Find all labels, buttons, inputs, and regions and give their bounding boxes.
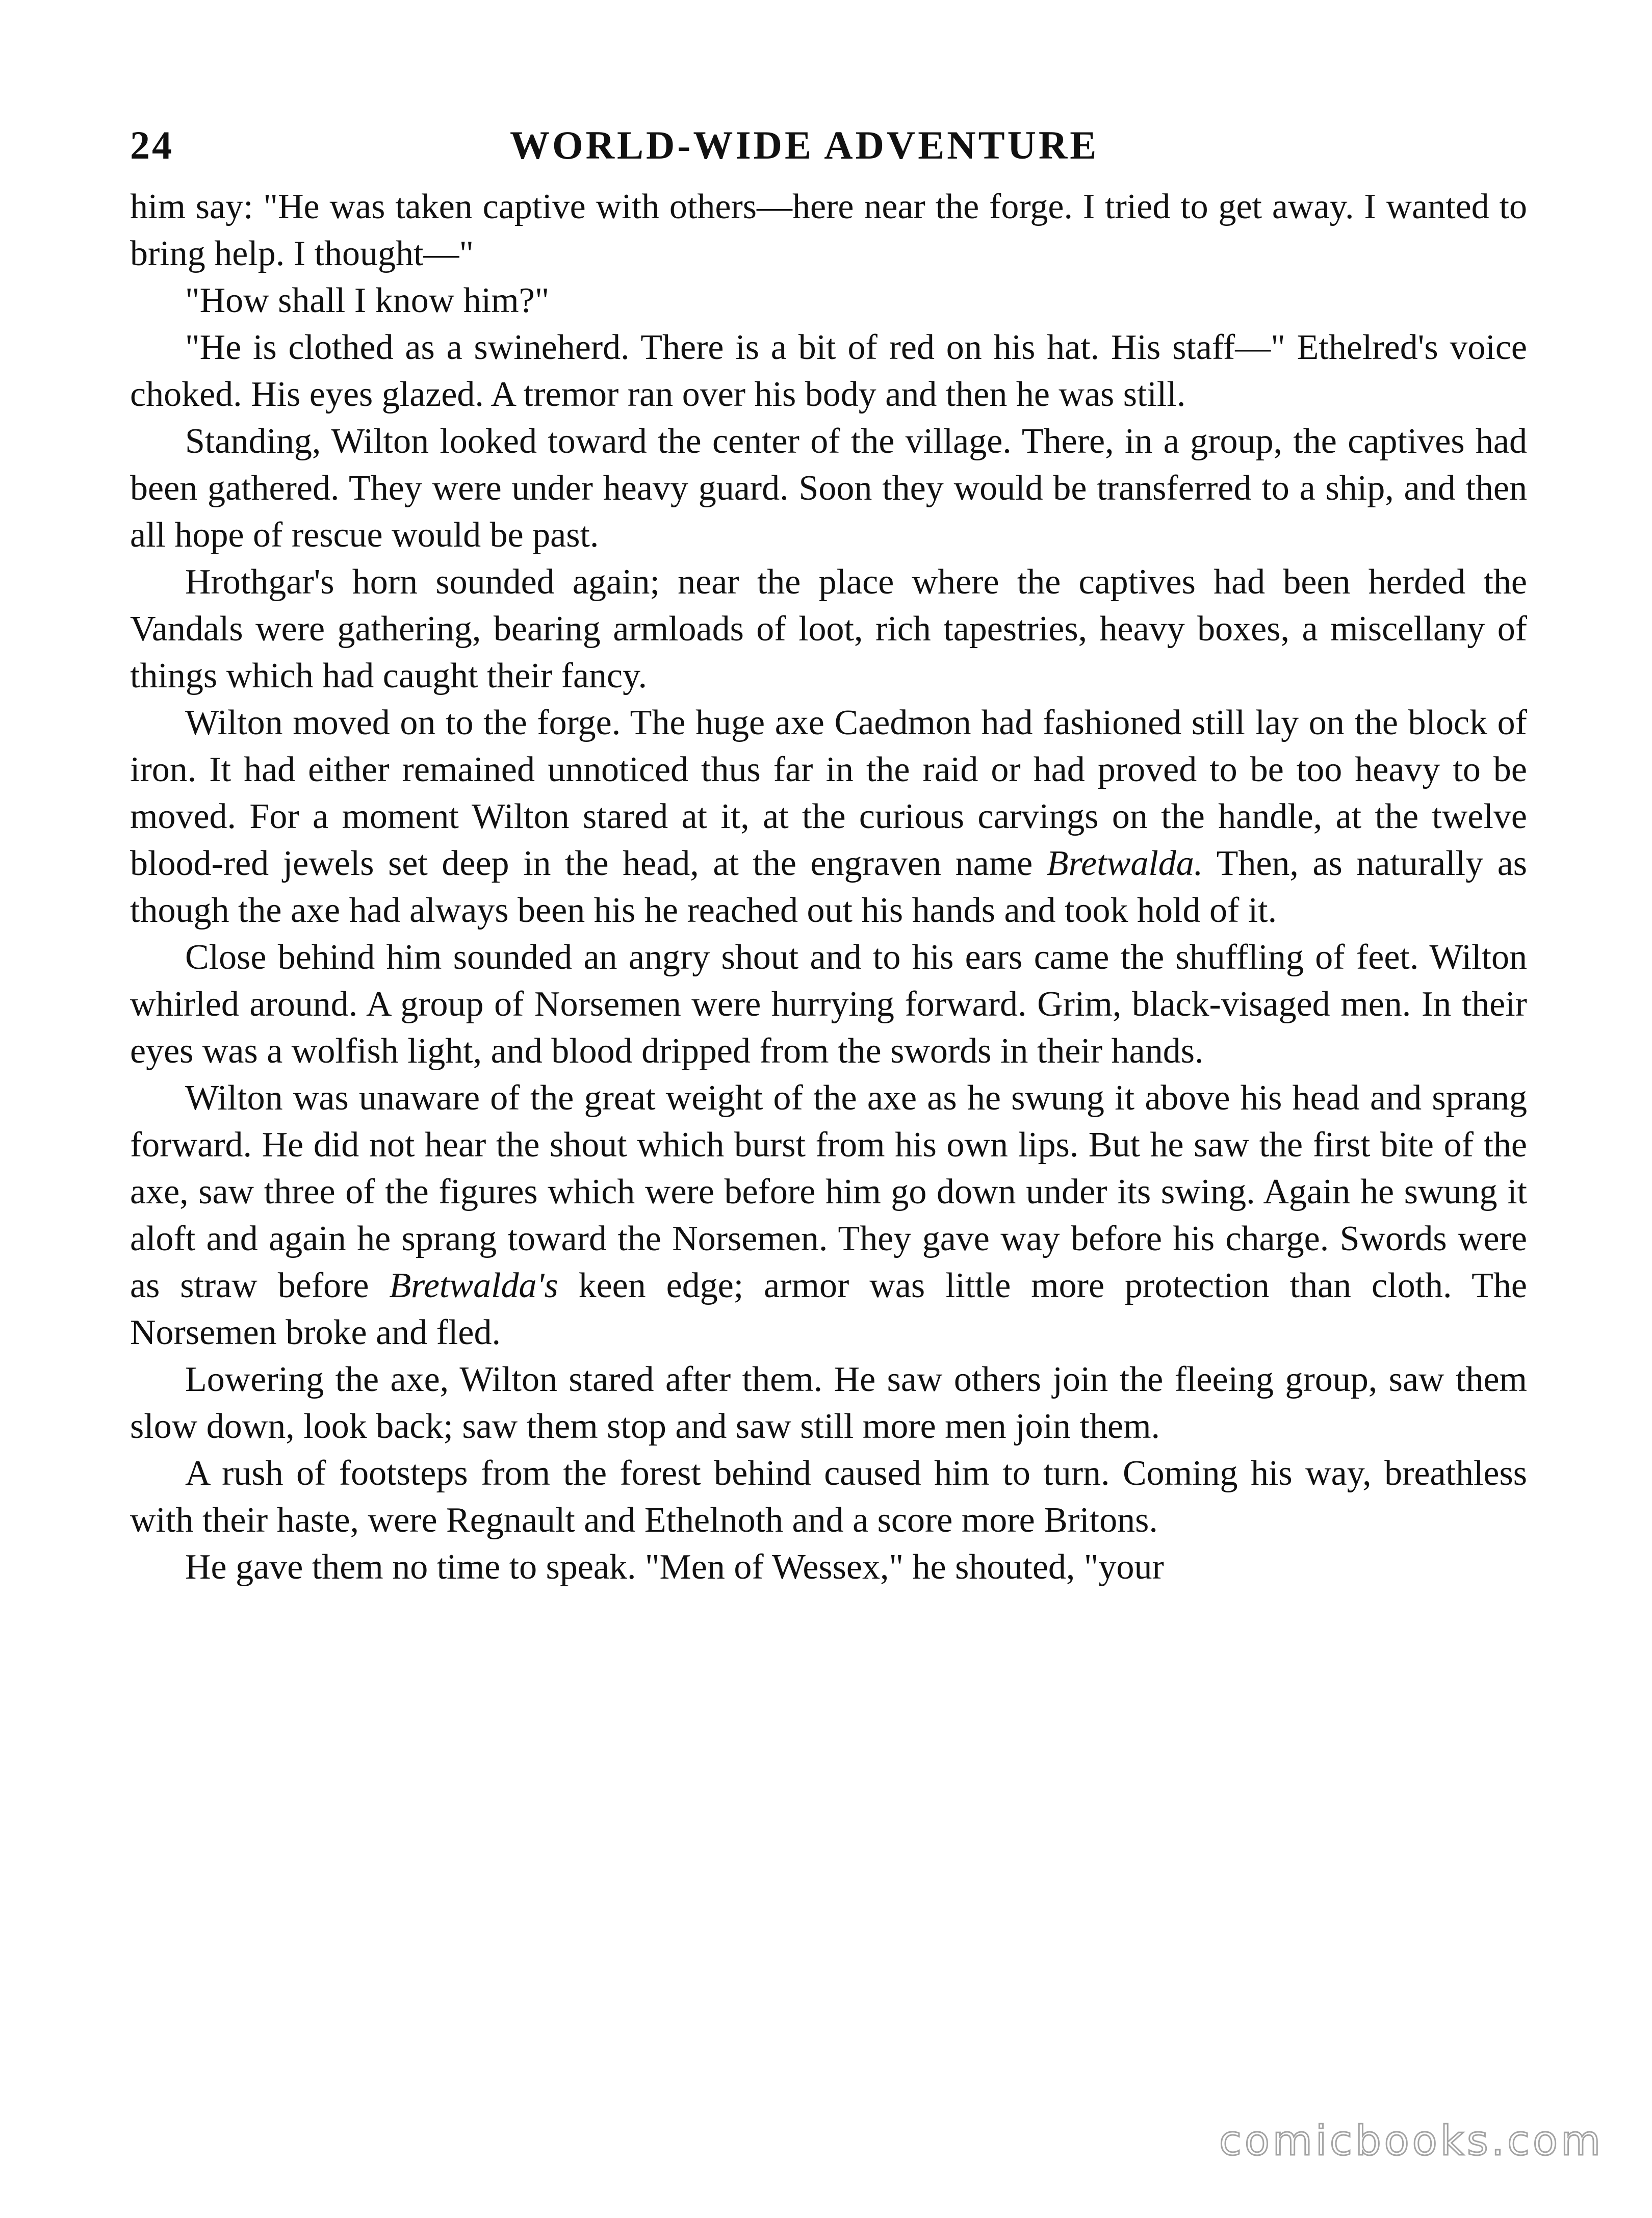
paragraph: "How shall I know him?" bbox=[185, 281, 550, 320]
paragraph-text: Then, as naturally as though the axe had always been his he reached out his hands and took hold of it. bbox=[130, 844, 1528, 930]
paragraph: He gave them no time to speak. "Men of Wessex," he shouted, "your bbox=[185, 1548, 1164, 1587]
watermark: comicbooks.com bbox=[1219, 2117, 1604, 2164]
paragraph: Close behind him sounded an angry shout and to his ears came the shuffling of feet. Wilton whirled around. A group of Norsemen were hurrying forward. Grim, black-visaged men. In their eyes was a wolfish light, and blood dripped from the swords in their hands. bbox=[130, 938, 1527, 1071]
axe-name: Bretwalda. bbox=[1046, 844, 1203, 883]
paragraph: A rush of footsteps from the forest behind caused him to turn. Coming his way, breathless with their haste, were Regnault and Ethelnoth and a score more Britons. bbox=[130, 1454, 1527, 1540]
paragraph-charge bbox=[130, 1075, 1527, 1356]
page-number: 24 bbox=[130, 123, 174, 167]
paragraph: Standing, Wilton looked toward the center of the village. There, in a group, the captives had been gathered. They were under heavy guard. Soon they would be transferred to a ship, and then all hope of rescue would be past. bbox=[130, 422, 1527, 555]
body-text bbox=[130, 184, 1527, 1591]
book-page bbox=[130, 122, 1527, 2162]
paragraph-text: Wilton was unaware of the great weight of the axe as he swung it above his head and sprang forward. He did not hear the shout which burst from his own lips. But he saw the first bite of the axe, saw three of the figures which were before him go down under its swing. Again he swung it aloft and again he sprang toward the Norsemen. They gave way before his charge. Swords were as straw before bbox=[130, 1078, 1527, 1305]
paragraph: Lowering the axe, Wilton stared after them. He saw others join the fleeing group, saw them slow down, look back; saw them stop and saw still more men join them. bbox=[130, 1360, 1527, 1446]
paragraph: Hrothgar's horn sounded again; near the place where the captives had been herded the Vandals were gathering, bearing armloads of loot, rich tapestries, heavy boxes, a miscellany of things which had caught their fancy. bbox=[130, 562, 1527, 695]
paragraph-text: Wilton moved on to the forge. The huge axe Caedmon had fashioned still lay on the block of iron. It had either remained unnoticed thus far in the raid or had proved to be too heavy to be moved. For a moment Wilton stared at it, at the curious carvings on the handle, at the twelve blood-red jewels set deep in the head, at the engraven name bbox=[130, 703, 1527, 883]
page-header bbox=[130, 122, 1527, 184]
running-title: WORLD-WIDE ADVENTURE bbox=[510, 123, 1099, 167]
paragraph-axe bbox=[130, 700, 1527, 934]
paragraph: him say: "He was taken captive with others—here near the forge. I tried to get away. I wanted to bring help. I thought—" bbox=[130, 187, 1527, 273]
paragraph-text: keen edge; armor was little more protection than cloth. The Norsemen broke and fled. bbox=[130, 1266, 1527, 1352]
paragraph: "He is clothed as a swineherd. There is a bit of red on his hat. His staff—" Ethelred's voice choked. His eyes glazed. A tremor ran over his body and then he was still. bbox=[130, 328, 1527, 414]
axe-name: Bretwalda's bbox=[389, 1266, 558, 1305]
